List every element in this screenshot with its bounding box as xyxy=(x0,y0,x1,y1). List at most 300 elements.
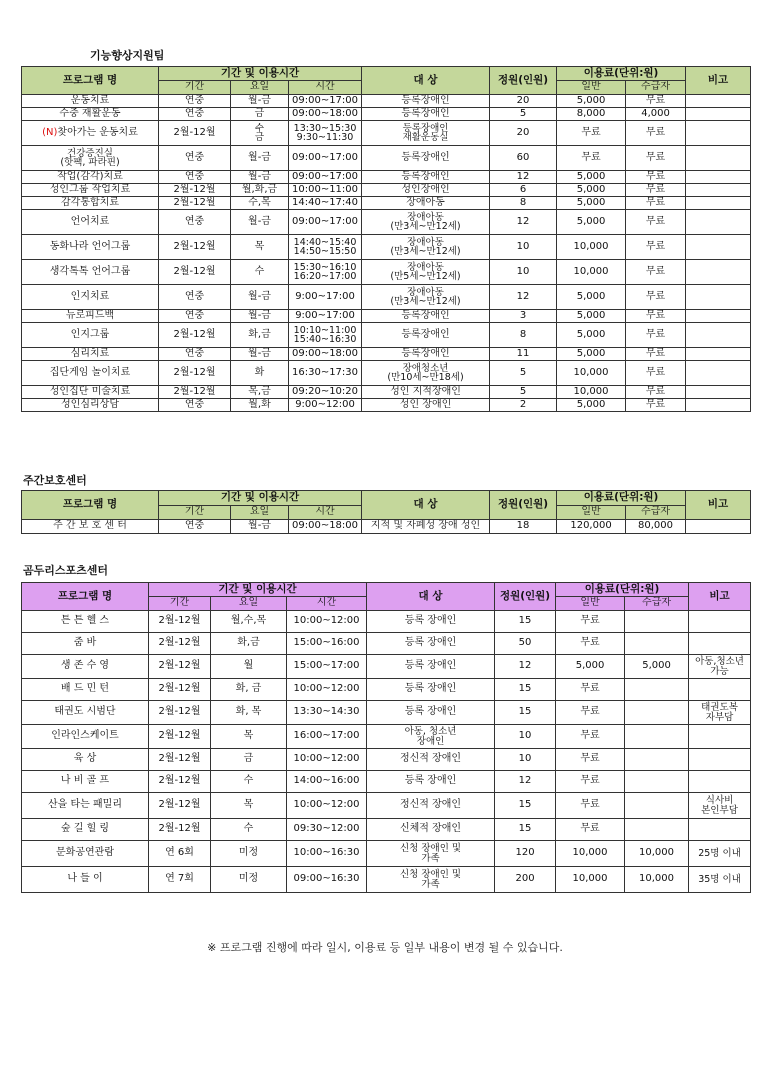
cell-remark xyxy=(686,108,751,121)
cell-recipient: 무료 xyxy=(626,361,686,386)
cell-day: 금 xyxy=(231,108,289,121)
cell-general: 무료 xyxy=(556,819,625,841)
cell-recipient: 4,000 xyxy=(626,108,686,121)
table-row xyxy=(22,771,751,793)
cell-program: 산을 타는 패밀리 xyxy=(22,793,149,819)
header-period-group: 기간 및 이용시간 xyxy=(159,67,362,81)
cell-general: 5,000 xyxy=(557,285,626,310)
cell-day: 월-금 xyxy=(231,146,289,171)
cell-target: 아동, 청소년 장애인 xyxy=(367,725,495,749)
cell-general: 5,000 xyxy=(557,171,626,184)
cell-general: 무료 xyxy=(557,146,626,171)
cell-day: 월-금 xyxy=(231,310,289,323)
cell-period: 2월-12월 xyxy=(159,260,231,285)
cell-capacity: 120 xyxy=(495,841,556,867)
cell-program: 줌 바 xyxy=(22,633,149,655)
cell-target: 정신적 장애인 xyxy=(367,793,495,819)
cell-program: 집단게임 놀이치료 xyxy=(22,361,159,386)
header-period-group: 기간 및 이용시간 xyxy=(159,491,362,506)
cell-program: 성인집단 미술치료 xyxy=(22,386,159,399)
cell-program: 성인심리상담 xyxy=(22,399,159,412)
cell-general: 10,000 xyxy=(557,386,626,399)
cell-capacity: 20 xyxy=(490,121,557,146)
cell-day: 월-금 xyxy=(231,520,289,534)
cell-remark xyxy=(686,348,751,361)
cell-day: 화 xyxy=(231,361,289,386)
cell-recipient: 무료 xyxy=(626,348,686,361)
cell-period: 연 6회 xyxy=(149,841,211,867)
cell-capacity: 12 xyxy=(490,285,557,310)
cell-capacity: 10 xyxy=(495,725,556,749)
cell-program: 인라인스케이트 xyxy=(22,725,149,749)
cell-time: 9:00~17:00 xyxy=(289,310,362,323)
cell-time: 16:00~17:00 xyxy=(287,725,367,749)
cell-general: 10,000 xyxy=(557,361,626,386)
cell-remark xyxy=(686,197,751,210)
cell-program: 감각통합치료 xyxy=(22,197,159,210)
cell-time: 10:00~12:00 xyxy=(287,679,367,701)
header-general: 일반 xyxy=(557,81,626,95)
cell-program: 심리치료 xyxy=(22,348,159,361)
cell-remark xyxy=(689,679,751,701)
table-row xyxy=(22,310,751,323)
cell-time: 09:00~18:00 xyxy=(289,108,362,121)
cell-period: 2월-12월 xyxy=(149,793,211,819)
cell-time: 13:30~14:30 xyxy=(287,701,367,725)
table-row xyxy=(22,725,751,749)
cell-recipient xyxy=(625,793,689,819)
cell-general: 무료 xyxy=(556,749,625,771)
table-row xyxy=(22,819,751,841)
cell-program: 나 들 이 xyxy=(22,867,149,893)
cell-day: 월-금 xyxy=(231,285,289,310)
header-capacity: 정원(인원) xyxy=(490,491,557,520)
program-table xyxy=(21,490,751,534)
cell-program: 태권도 시범단 xyxy=(22,701,149,725)
cell-general: 5,000 xyxy=(557,95,626,108)
cell-capacity: 5 xyxy=(490,386,557,399)
cell-target: 성인 지적장애인 xyxy=(362,386,490,399)
cell-recipient xyxy=(625,701,689,725)
cell-recipient: 5,000 xyxy=(625,655,689,679)
cell-target: 등록 장애인 xyxy=(367,655,495,679)
table-row xyxy=(22,399,751,412)
cell-program: 작업(감각)치료 xyxy=(22,171,159,184)
cell-remark xyxy=(686,121,751,146)
cell-capacity: 12 xyxy=(490,210,557,235)
cell-target: 장애아동 (만3세~만12세) xyxy=(362,210,490,235)
cell-remark xyxy=(686,235,751,260)
cell-period: 연중 xyxy=(159,108,231,121)
cell-period: 2월-12월 xyxy=(149,749,211,771)
table-row xyxy=(22,285,751,310)
cell-day: 수 xyxy=(211,819,287,841)
cell-period: 2월-12월 xyxy=(149,611,211,633)
cell-capacity: 20 xyxy=(490,95,557,108)
cell-period: 연 7회 xyxy=(149,867,211,893)
cell-program: 생각톡톡 언어그룹 xyxy=(22,260,159,285)
table-row xyxy=(22,701,751,725)
header-fee-group: 이용료(단위:원) xyxy=(556,583,689,597)
cell-period: 2월-12월 xyxy=(159,121,231,146)
table-row xyxy=(22,867,751,893)
table-row xyxy=(22,108,751,121)
cell-target: 등록장애인 xyxy=(362,171,490,184)
cell-capacity: 200 xyxy=(495,867,556,893)
cell-day: 월,화,금 xyxy=(231,184,289,197)
cell-program: 성인그룹 작업치료 xyxy=(22,184,159,197)
cell-recipient: 무료 xyxy=(626,386,686,399)
cell-recipient: 무료 xyxy=(626,121,686,146)
cell-remark xyxy=(686,323,751,348)
table-row xyxy=(22,633,751,655)
cell-capacity: 3 xyxy=(490,310,557,323)
cell-day: 수 xyxy=(211,771,287,793)
cell-remark: 35명 이내 xyxy=(689,867,751,893)
cell-program: 육 상 xyxy=(22,749,149,771)
cell-time: 16:30~17:30 xyxy=(289,361,362,386)
cell-day: 목,금 xyxy=(231,386,289,399)
header-day: 요일 xyxy=(231,81,289,95)
cell-period: 연중 xyxy=(159,95,231,108)
cell-recipient xyxy=(625,633,689,655)
section-title: 곰두리스포츠센터 xyxy=(23,564,109,577)
cell-time: 10:00~12:00 xyxy=(287,749,367,771)
cell-general: 10,000 xyxy=(556,867,625,893)
program-table xyxy=(21,582,751,893)
cell-target: 장애아동 (만3세~만12세) xyxy=(362,285,490,310)
cell-period: 연중 xyxy=(159,310,231,323)
cell-target: 등록장애인 xyxy=(362,146,490,171)
cell-program: 동화나라 언어그룹 xyxy=(22,235,159,260)
table-row xyxy=(22,235,751,260)
table-row xyxy=(22,348,751,361)
table-row xyxy=(22,171,751,184)
table-row xyxy=(22,197,751,210)
cell-time: 10:00~11:00 xyxy=(289,184,362,197)
cell-time: 09:00~17:00 xyxy=(289,171,362,184)
cell-recipient xyxy=(625,819,689,841)
cell-day: 화,금 xyxy=(231,323,289,348)
cell-day: 화,금 xyxy=(211,633,287,655)
cell-time: 09:00~17:00 xyxy=(289,95,362,108)
cell-time: 15:00~17:00 xyxy=(287,655,367,679)
cell-time: 09:00~18:00 xyxy=(289,520,362,534)
section-title: 주간보호센터 xyxy=(23,474,87,487)
cell-capacity: 10 xyxy=(490,260,557,285)
cell-day: 미정 xyxy=(211,841,287,867)
cell-recipient: 10,000 xyxy=(625,867,689,893)
cell-capacity: 15 xyxy=(495,701,556,725)
table-row xyxy=(22,184,751,197)
program-name: 찾아가는 운동치료 xyxy=(57,126,138,138)
cell-general: 10,000 xyxy=(556,841,625,867)
cell-day: 월-금 xyxy=(231,171,289,184)
cell-period: 2월-12월 xyxy=(149,701,211,725)
cell-target: 등록 장애인 xyxy=(367,701,495,725)
cell-day: 월-금 xyxy=(231,210,289,235)
cell-capacity: 10 xyxy=(490,235,557,260)
cell-program: 튼 튼 헬 스 xyxy=(22,611,149,633)
header-fee-group: 이용료(단위:원) xyxy=(557,67,686,81)
cell-time: 09:00~18:00 xyxy=(289,348,362,361)
header-day: 요일 xyxy=(231,506,289,520)
header-general: 일반 xyxy=(556,597,625,611)
cell-period: 2월-12월 xyxy=(149,771,211,793)
cell-period: 연중 xyxy=(159,146,231,171)
cell-day: 월 xyxy=(211,655,287,679)
cell-general: 무료 xyxy=(556,679,625,701)
cell-general: 무료 xyxy=(556,771,625,793)
cell-capacity: 15 xyxy=(495,679,556,701)
cell-target: 등록 장애인 xyxy=(367,679,495,701)
header-time: 시간 xyxy=(289,81,362,95)
cell-recipient xyxy=(625,771,689,793)
cell-capacity: 6 xyxy=(490,184,557,197)
cell-general: 5,000 xyxy=(556,655,625,679)
header-remark: 비고 xyxy=(686,67,751,95)
cell-capacity: 15 xyxy=(495,611,556,633)
cell-time: 14:40~17:40 xyxy=(289,197,362,210)
new-program-marker: (N) xyxy=(42,126,58,138)
header-program: 프로그램 명 xyxy=(22,67,159,95)
cell-time: 14:40~15:40 14:50~15:50 xyxy=(289,235,362,260)
cell-general: 5,000 xyxy=(557,184,626,197)
cell-remark xyxy=(689,819,751,841)
cell-general: 8,000 xyxy=(557,108,626,121)
cell-general: 무료 xyxy=(557,121,626,146)
cell-target: 지적 및 자폐성 장애 성인 xyxy=(362,520,490,534)
cell-remark xyxy=(686,210,751,235)
cell-time: 14:00~16:00 xyxy=(287,771,367,793)
table-row xyxy=(22,611,751,633)
cell-capacity: 5 xyxy=(490,108,557,121)
header-time: 시간 xyxy=(289,506,362,520)
header-recipient: 수급자 xyxy=(626,81,686,95)
header-day: 요일 xyxy=(211,597,287,611)
cell-remark xyxy=(686,520,751,534)
cell-target: 정신적 장애인 xyxy=(367,749,495,771)
cell-remark xyxy=(686,184,751,197)
cell-remark xyxy=(689,633,751,655)
cell-day: 월,화 xyxy=(231,399,289,412)
cell-day: 금 xyxy=(211,749,287,771)
cell-remark xyxy=(686,386,751,399)
cell-program: 운동치료 xyxy=(22,95,159,108)
cell-recipient: 무료 xyxy=(626,146,686,171)
cell-program: 수중 재활운동 xyxy=(22,108,159,121)
header-program: 프로그램 명 xyxy=(22,583,149,611)
cell-time: 09:00~17:00 xyxy=(289,146,362,171)
cell-time: 10:00~12:00 xyxy=(287,611,367,633)
cell-time: 09:30~12:00 xyxy=(287,819,367,841)
footnote: ※ 프로그램 진행에 따라 일시, 이용료 등 일부 내용이 변경 될 수 있습니다. xyxy=(207,941,563,954)
header-remark: 비고 xyxy=(689,583,751,611)
cell-period: 2월-12월 xyxy=(159,323,231,348)
header-remark: 비고 xyxy=(686,491,751,520)
cell-day: 월-금 xyxy=(231,95,289,108)
cell-target: 등록장애인 재활운동실 xyxy=(362,121,490,146)
cell-time: 10:10~11:00 15:40~16:30 xyxy=(289,323,362,348)
cell-remark xyxy=(689,771,751,793)
cell-target: 등록장애인 xyxy=(362,95,490,108)
header-fee-group: 이용료(단위:원) xyxy=(557,491,686,506)
cell-time: 09:20~10:20 xyxy=(289,386,362,399)
cell-recipient: 무료 xyxy=(626,310,686,323)
header-recipient: 수급자 xyxy=(626,506,686,520)
cell-time: 09:00~16:30 xyxy=(287,867,367,893)
table-row xyxy=(22,146,751,171)
cell-target: 장애청소년 (만10세~만18세) xyxy=(362,361,490,386)
cell-day: 수 금 xyxy=(231,121,289,146)
cell-general: 120,000 xyxy=(557,520,626,534)
cell-target: 등록장애인 xyxy=(362,323,490,348)
cell-day: 목 xyxy=(211,793,287,819)
cell-general: 무료 xyxy=(556,725,625,749)
cell-capacity: 18 xyxy=(490,520,557,534)
cell-target: 성인장애인 xyxy=(362,184,490,197)
cell-capacity: 2 xyxy=(490,399,557,412)
cell-program: 주 간 보 호 센 터 xyxy=(22,520,159,534)
cell-general: 10,000 xyxy=(557,260,626,285)
cell-general: 무료 xyxy=(556,611,625,633)
table-row xyxy=(22,210,751,235)
header-target: 대 상 xyxy=(367,583,495,611)
cell-remark xyxy=(686,171,751,184)
cell-day: 수 xyxy=(231,260,289,285)
cell-program: 숲 길 힐 링 xyxy=(22,819,149,841)
cell-recipient: 80,000 xyxy=(626,520,686,534)
cell-target: 등록장애인 xyxy=(362,108,490,121)
cell-time: 9:00~12:00 xyxy=(289,399,362,412)
table-row xyxy=(22,323,751,348)
cell-capacity: 50 xyxy=(495,633,556,655)
table-row xyxy=(22,520,751,534)
cell-remark xyxy=(689,725,751,749)
cell-remark xyxy=(686,310,751,323)
table-row xyxy=(22,121,751,146)
cell-target: 장애아동 (만3세~만12세) xyxy=(362,235,490,260)
cell-general: 10,000 xyxy=(557,235,626,260)
cell-recipient: 무료 xyxy=(626,235,686,260)
cell-period: 연중 xyxy=(159,171,231,184)
cell-recipient: 무료 xyxy=(626,184,686,197)
cell-capacity: 5 xyxy=(490,361,557,386)
cell-day: 목 xyxy=(231,235,289,260)
cell-remark: 식사비 본인부담 xyxy=(689,793,751,819)
section-title: 기능향상지원팀 xyxy=(90,49,165,62)
cell-program: 언어치료 xyxy=(22,210,159,235)
header-period: 기간 xyxy=(159,506,231,520)
cell-recipient: 무료 xyxy=(626,171,686,184)
cell-target: 등록 장애인 xyxy=(367,633,495,655)
cell-recipient: 무료 xyxy=(626,95,686,108)
cell-target: 신체적 장애인 xyxy=(367,819,495,841)
cell-day: 수,목 xyxy=(231,197,289,210)
cell-remark xyxy=(686,399,751,412)
header-capacity: 정원(인원) xyxy=(490,67,557,95)
cell-capacity: 12 xyxy=(490,171,557,184)
cell-period: 연중 xyxy=(159,520,231,534)
cell-remark: 태권도복 자부담 xyxy=(689,701,751,725)
cell-general: 5,000 xyxy=(557,210,626,235)
cell-general: 무료 xyxy=(556,701,625,725)
cell-program: 생 존 수 영 xyxy=(22,655,149,679)
cell-target: 장애아동 (만5세~만12세) xyxy=(362,260,490,285)
table-row xyxy=(22,260,751,285)
cell-program: 인지치료 xyxy=(22,285,159,310)
cell-period: 2월-12월 xyxy=(149,655,211,679)
cell-remark xyxy=(686,146,751,171)
cell-day: 월-금 xyxy=(231,348,289,361)
cell-general: 5,000 xyxy=(557,399,626,412)
table-row xyxy=(22,386,751,399)
cell-general: 5,000 xyxy=(557,197,626,210)
cell-period: 2월-12월 xyxy=(159,235,231,260)
cell-target: 신청 장애인 및 가족 xyxy=(367,867,495,893)
cell-capacity: 10 xyxy=(495,749,556,771)
cell-program: 문화공연관람 xyxy=(22,841,149,867)
cell-capacity: 12 xyxy=(495,771,556,793)
cell-period: 연중 xyxy=(159,348,231,361)
cell-time: 10:00~16:30 xyxy=(287,841,367,867)
cell-period: 2월-12월 xyxy=(149,633,211,655)
cell-program: 인지그룹 xyxy=(22,323,159,348)
cell-day: 화, 금 xyxy=(211,679,287,701)
cell-recipient: 무료 xyxy=(626,285,686,310)
header-general: 일반 xyxy=(557,506,626,520)
cell-remark xyxy=(686,95,751,108)
cell-period: 2월-12월 xyxy=(159,386,231,399)
header-period: 기간 xyxy=(159,81,231,95)
cell-recipient xyxy=(625,749,689,771)
cell-day: 미정 xyxy=(211,867,287,893)
header-recipient: 수급자 xyxy=(625,597,689,611)
cell-recipient: 무료 xyxy=(626,197,686,210)
header-period-group: 기간 및 이용시간 xyxy=(149,583,367,597)
cell-recipient xyxy=(625,611,689,633)
cell-target: 등록장애인 xyxy=(362,310,490,323)
cell-remark xyxy=(686,285,751,310)
table-row xyxy=(22,749,751,771)
cell-day: 월,수,목 xyxy=(211,611,287,633)
table-row xyxy=(22,655,751,679)
cell-time: 9:00~17:00 xyxy=(289,285,362,310)
cell-day: 목 xyxy=(211,725,287,749)
cell-capacity: 15 xyxy=(495,819,556,841)
cell-capacity: 11 xyxy=(490,348,557,361)
header-target: 대 상 xyxy=(362,491,490,520)
header-period: 기간 xyxy=(149,597,211,611)
cell-capacity: 15 xyxy=(495,793,556,819)
cell-recipient: 무료 xyxy=(626,399,686,412)
cell-recipient xyxy=(625,725,689,749)
cell-target: 등록장애인 xyxy=(362,348,490,361)
cell-remark: 25명 이내 xyxy=(689,841,751,867)
cell-general: 5,000 xyxy=(557,310,626,323)
cell-general: 5,000 xyxy=(557,323,626,348)
cell-recipient: 10,000 xyxy=(625,841,689,867)
cell-remark xyxy=(689,611,751,633)
cell-program: 뉴로피드백 xyxy=(22,310,159,323)
header-target: 대 상 xyxy=(362,67,490,95)
program-table xyxy=(21,66,751,412)
cell-time: 13:30~15:30 9:30~11:30 xyxy=(289,121,362,146)
table-row xyxy=(22,361,751,386)
table-row xyxy=(22,95,751,108)
header-program: 프로그램 명 xyxy=(22,491,159,520)
cell-period: 2월-12월 xyxy=(149,725,211,749)
